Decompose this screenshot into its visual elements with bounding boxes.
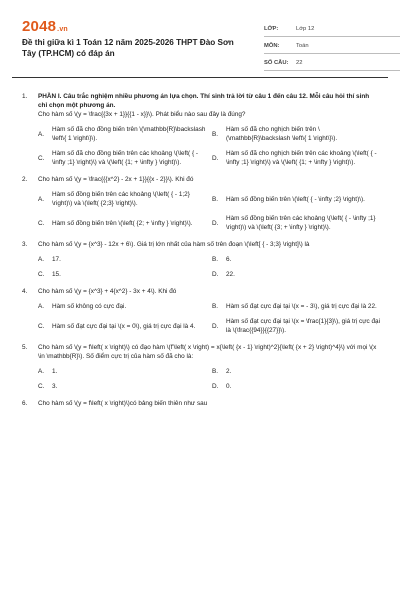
option-b[interactable]: [212, 125, 380, 143]
question-6: [22, 399, 380, 408]
option-label: D.: [212, 271, 219, 278]
option-c[interactable]: [38, 382, 206, 391]
option-label: D.: [212, 322, 219, 330]
option-d[interactable]: [212, 270, 380, 279]
meta-row-class: [264, 22, 400, 37]
question-text: Cho hàm số \(y = \frac{{3x + 1}}{{1 - x}}\). Phát biểu nào sau đây là đúng?: [38, 111, 246, 118]
option-label: B.: [212, 130, 219, 138]
option-text: 2.: [226, 368, 232, 375]
option-text: 6.: [226, 256, 232, 263]
question-number: 4.: [22, 288, 28, 295]
question-number: 2.: [22, 176, 28, 183]
option-label: C.: [38, 219, 45, 227]
meta-value: 22: [296, 60, 303, 66]
logo-text: 2048: [22, 18, 57, 35]
answer-options: [38, 367, 380, 391]
question-3: [22, 240, 380, 279]
option-d[interactable]: [212, 317, 380, 335]
option-label: B.: [212, 368, 219, 375]
option-d[interactable]: [212, 149, 380, 167]
option-label: B.: [212, 256, 219, 263]
answer-options: [38, 125, 380, 167]
option-text: Hàm số đã cho đồng biến trên \(\mathbb{R}\backslash \left\{ 1 \right\}\).: [52, 126, 206, 142]
question-number: 1.: [22, 93, 28, 100]
option-a[interactable]: [38, 367, 206, 376]
meta-key: MÔN:: [264, 43, 280, 49]
option-text: Hàm số đã cho đồng biến trên các khoảng \(\left( { - \infty ;1} \right)\) và \(\left( {1; + \infty } \right)\).: [52, 150, 199, 166]
option-text: 15.: [52, 271, 61, 278]
option-label: A.: [38, 130, 45, 138]
option-b[interactable]: [212, 367, 380, 376]
question-text: Cho hàm số \(y = f\left( x \right)\)có bảng biến thiên như sau: [38, 400, 208, 407]
option-text: Hàm số đồng biến trên \(\left( {2; + \infty } \right)\).: [52, 219, 193, 227]
option-label: D.: [212, 383, 219, 390]
option-text: Hàm số đã cho nghịch biến trên \(\mathbb{R}\backslash \left\{ 1 \right\}\).: [226, 126, 338, 142]
option-c[interactable]: [38, 270, 206, 279]
option-text: Hàm số đồng biến trên các khoảng \(\left( { - 1;2} \right)\) và \(\left( {2;3} \right)\).: [52, 191, 190, 207]
option-label: C.: [38, 322, 45, 330]
section-instructions: PHẦN I. Câu trắc nghiệm nhiều phương án lựa chọn. Thí sinh trả lời từ câu 1 đến câu 12. Mỗi câu hỏi thí sinh chỉ chọn một phương án.: [38, 93, 370, 109]
question-text: Cho hàm số \(y = {x^3} + 4{x^2} - 3x + 4\). Khi đó: [38, 288, 177, 295]
option-b[interactable]: [212, 255, 380, 264]
meta-value: Lớp 12: [296, 26, 315, 32]
option-label: C.: [38, 271, 45, 278]
document-title: Đề thi giữa kì 1 Toán 12 năm 2025-2026 THPT Đào Sơn Tây (TP.HCM) có đáp án: [22, 38, 234, 58]
option-label: A.: [38, 368, 45, 375]
option-text: 3.: [52, 383, 58, 390]
question-text: Cho hàm số \(y = \frac{{{x^2} - 2x + 1}}{{x - 2}}\). Khi đó: [38, 176, 194, 183]
option-label: A.: [38, 256, 45, 263]
meta-key: SỐ CÂU:: [264, 60, 289, 66]
option-text: Hàm số không có cực đại.: [52, 303, 127, 310]
question-number: 3.: [22, 241, 28, 248]
option-text: 0.: [226, 383, 232, 390]
answer-options: [38, 302, 380, 335]
option-label: D.: [212, 219, 219, 227]
answer-options: [38, 255, 380, 279]
question-list: [12, 78, 388, 408]
option-c[interactable]: [38, 317, 206, 335]
question-text: Cho hàm số \(y = {x^3} - 12x + 6\). Giá trị lớn nhất của hàm số trên đoạn \(\left[ { - 3;3} \right]\) là: [38, 241, 310, 248]
option-a[interactable]: [38, 190, 206, 208]
option-text: Hàm số đạt cực đại tại \(x = 0\), giá trị cực đại là 4.: [52, 322, 196, 330]
meta-row-count: [264, 56, 400, 71]
option-text: 1.: [52, 368, 58, 375]
option-text: Hàm số đồng biến trên \(\left( { - \infty ;2} \right)\).: [226, 195, 365, 203]
meta-table: [264, 22, 400, 73]
option-text: Hàm số đồng biến trên các khoảng \(\left( { - \infty ;1} \right)\) và \(\left( {3; + \infty } \right)\).: [226, 215, 376, 231]
document-header: [12, 8, 388, 68]
option-text: Hàm số đạt cực đại tại \(x = - 3\), giá trị cực đại là 22.: [226, 303, 377, 310]
option-c[interactable]: [38, 149, 206, 167]
option-label: B.: [212, 303, 219, 310]
option-label: A.: [38, 195, 45, 203]
question-1: [22, 92, 380, 167]
option-b[interactable]: [212, 302, 380, 311]
option-d[interactable]: [212, 382, 380, 391]
question-4: [22, 287, 380, 335]
option-b[interactable]: [212, 190, 380, 208]
option-label: C.: [38, 383, 45, 390]
option-label: B.: [212, 195, 219, 203]
option-text: 22.: [226, 271, 235, 278]
option-label: A.: [38, 303, 45, 310]
option-c[interactable]: [38, 214, 206, 232]
site-logo[interactable]: [22, 18, 68, 35]
option-a[interactable]: [38, 255, 206, 264]
option-label: C.: [38, 154, 45, 162]
option-text: Hàm số đã cho nghịch biến trên các khoảng \(\left( { - \infty ;1} \right)\) và \(\left( {1; + \infty } \right)\).: [226, 150, 377, 166]
answer-options: [38, 190, 380, 232]
meta-row-subject: [264, 39, 400, 54]
option-label: D.: [212, 154, 219, 162]
option-text: 17.: [52, 256, 61, 263]
meta-value: Toán: [296, 43, 309, 49]
question-5: [22, 343, 380, 391]
question-number: 5.: [22, 344, 28, 351]
option-a[interactable]: [38, 302, 206, 311]
question-number: 6.: [22, 400, 28, 407]
meta-key: LỚP:: [264, 26, 279, 32]
logo-suffix: .vn: [57, 26, 68, 33]
option-a[interactable]: [38, 125, 206, 143]
option-d[interactable]: [212, 214, 380, 232]
question-text: Cho hàm số \(y = f\left( x \right)\) có đạo hàm \(f'\left( x \right) = x{\left( {x - 1} \right)^2}{\left( {x + 2} \right)^4}\) với mọi \(x \in \mathbb{R}\). Số điểm cực trị của hàm số đã cho là:: [38, 344, 377, 360]
option-text: Hàm số đạt cực đại tại \(x = \frac{1}{3}\), giá trị cực đại là \(\frac{{94}}{{27}}\).: [226, 318, 381, 334]
question-2: [22, 175, 380, 232]
